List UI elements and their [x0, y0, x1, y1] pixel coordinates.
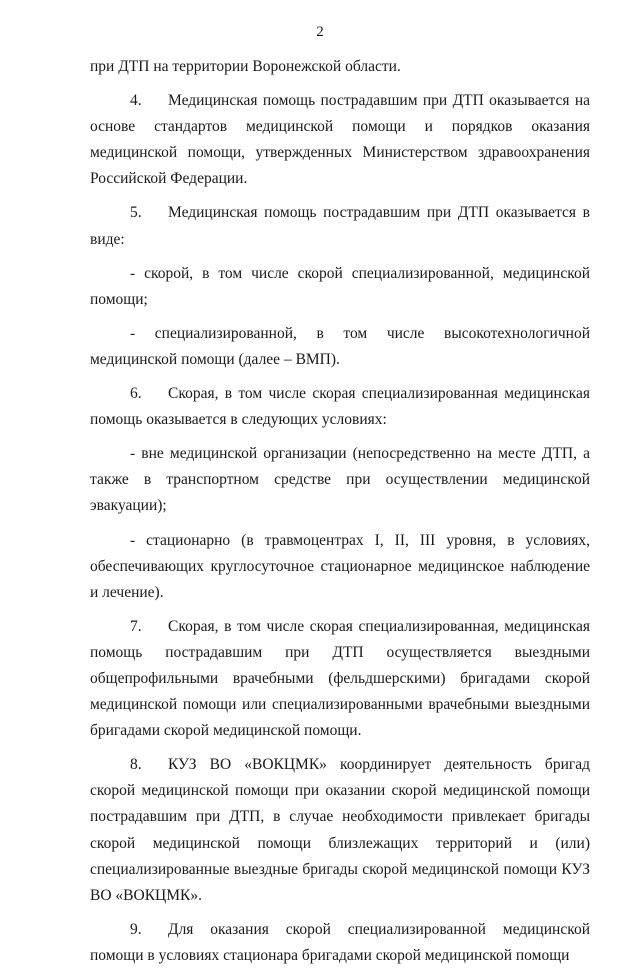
- list-item: - вне медицинской организации (непосредственно на месте ДТП, а также в транспортном средстве при осуществлении медицинской эвакуации);: [90, 445, 590, 515]
- paragraph-9: 9. Для оказания скорой специализированной медицинской помощи в условиях стационара бригадами скорой медицинской помощи: [90, 917, 590, 969]
- paragraph-number: 8.: [130, 756, 142, 774]
- paragraph-number: 7.: [130, 617, 142, 635]
- paragraph-number: 9.: [130, 920, 142, 938]
- paragraph-number: 4.: [130, 92, 142, 110]
- document-body: [90, 54, 590, 969]
- paragraph-8: 8. КУЗ ВО «ВОКЦМК» координирует деятельность бригад скорой медицинской помощи при оказании скорой медицинской помощи пострадавшим при ДТП, в случае необходимости привлекает бригады скорой медицинской помощи близлежащих территорий и (или) специализированные выездные бригады скорой медицинской помощи КУЗ ВО «ВОКЦМК».: [90, 752, 590, 909]
- list-item: - скорой, в том числе скорой специализированной, медицинской помощи;: [90, 264, 590, 308]
- paragraph-6: 6. Скорая, в том числе скорая специализированная медицинская помощь оказывается в следующих условиях:: [90, 381, 590, 433]
- list-item: - стационарно (в травмоцентрах I, II, III уровня, в условиях, обеспечивающих круглосуточное стационарное медицинское наблюдение и лечение).: [90, 531, 590, 601]
- paragraph-4: 4. Медицинская помощь пострадавшим при ДТП оказывается на основе стандартов медицинской помощи и порядков оказания медицинской помощи, утвержденных Министерством здравоохранения Российской Федерации.: [90, 88, 590, 192]
- paragraph-5: 5. Медицинская помощь пострадавшим при ДТП оказывается в виде:: [90, 200, 590, 252]
- list-item: - специализированной, в том числе высокотехнологичной медицинской помощи (далее – ВМП).: [90, 324, 590, 368]
- paragraph-number: 6.: [130, 385, 142, 403]
- page-number: 2: [316, 24, 324, 40]
- paragraph-7: 7. Скорая, в том числе скорая специализированная, медицинская помощь пострадавшим при ДТП осуществляется выездными общепрофильными врачебными (фельдшерскими) бригадами скорой медицинской помощи или специализированными врачебными выездными бригадами скорой медицинской помощи.: [90, 614, 590, 744]
- paragraph-number: 5.: [130, 204, 142, 222]
- paragraph-continuation: при ДТП на территории Воронежской области.: [90, 58, 401, 75]
